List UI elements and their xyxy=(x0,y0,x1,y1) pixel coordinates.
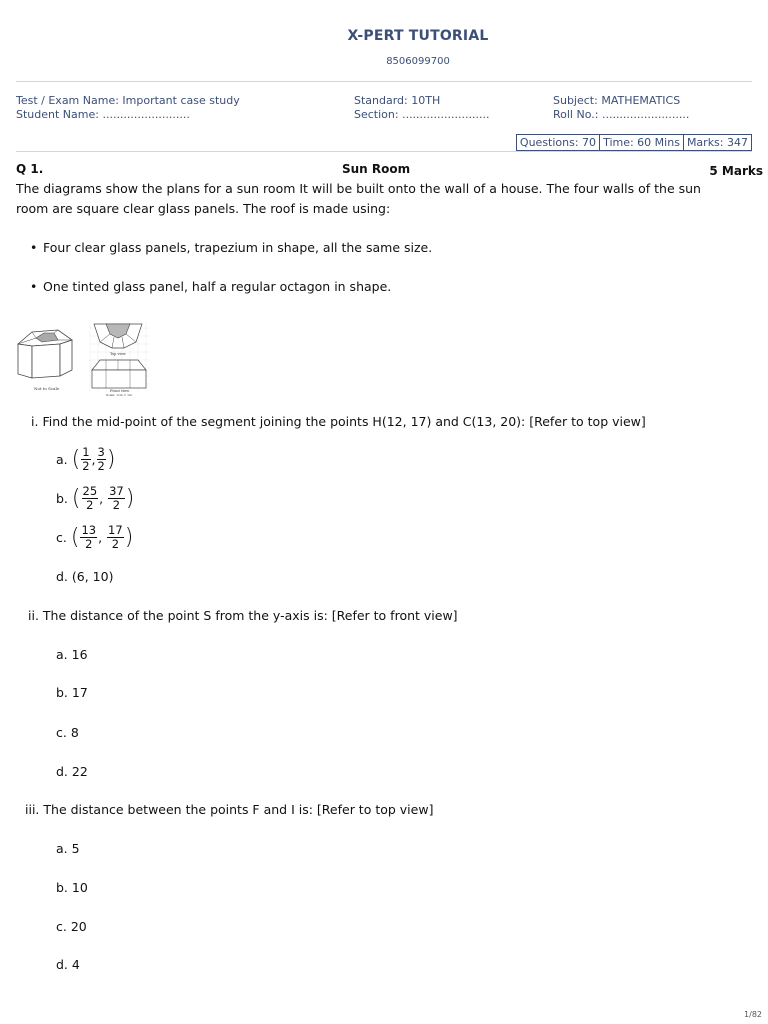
subquestion-2 xyxy=(28,608,458,623)
sun-room-3d-diagram xyxy=(14,316,80,396)
option-b[interactable]: b. 17 xyxy=(56,685,88,700)
header-divider xyxy=(16,81,752,82)
option-d[interactable]: d. 22 xyxy=(56,764,88,779)
front-view-label: Front view xyxy=(110,389,130,393)
option-b[interactable]: b. 10 xyxy=(56,880,88,895)
subquestion-label: i. xyxy=(31,414,39,429)
questions-count: Questions: 70 xyxy=(516,134,600,151)
roll-no: Roll No.: ......................... xyxy=(553,108,690,121)
option-label: a. xyxy=(56,452,68,467)
test-name: Test / Exam Name: Important case study xyxy=(16,94,240,107)
total-marks: Marks: 347 xyxy=(684,134,752,151)
question-intro: The diagrams show the plans for a sun room It will be built onto the wall of a house. The four walls of the sun room are square clear glass panels. The roof is made using: xyxy=(16,181,701,216)
subquestion-text: The distance between the points F and I is: [Refer to top view] xyxy=(43,802,434,817)
scale-label: Scale: 1cm = 1m xyxy=(106,393,132,397)
student-name: Student Name: ......................... xyxy=(16,108,190,121)
option-text: (6, 10) xyxy=(71,569,114,584)
bullet-dot: • xyxy=(30,240,38,255)
option-label: c. xyxy=(56,530,67,545)
fraction: $\frac{3}{2}$ xyxy=(97,445,105,473)
bullet-item: • Four clear glass panels, trapezium in shape, all the same size. xyxy=(30,240,433,255)
question-number: Q 1. xyxy=(16,162,44,176)
option-c[interactable]: c. 20 xyxy=(56,919,87,934)
not-to-scale-label: Not to Scale xyxy=(34,386,60,391)
option-label: b. xyxy=(56,491,68,506)
time-limit: Time: 60 Mins xyxy=(600,134,684,151)
subquestion-3 xyxy=(25,802,433,817)
exam-stats xyxy=(516,134,752,151)
question-marks: 5 Marks xyxy=(709,164,763,178)
option-d[interactable]: d. 4 xyxy=(56,957,80,972)
option-c[interactable]: c. 8 xyxy=(56,725,79,740)
subquestion-1 xyxy=(31,414,646,429)
fraction: $\frac{1}{2}$ xyxy=(82,445,90,473)
question-title: Sun Room xyxy=(342,162,411,176)
subquestion-label: iii. xyxy=(25,802,40,817)
option-label: d. xyxy=(56,569,68,584)
fraction: $\frac{17}{2}$ xyxy=(108,523,123,551)
bullet-dot: • xyxy=(30,279,38,294)
meta-divider xyxy=(16,151,752,152)
subquestion-label: ii. xyxy=(28,608,39,623)
bullet-item: • One tinted glass panel, half a regular octagon in shape. xyxy=(30,279,392,294)
section: Section: ......................... xyxy=(354,108,490,121)
top-view-label: Top view xyxy=(110,352,126,356)
option-a[interactable]: a. ( $\frac{1}{2}$ , $\frac{3}{2}$ ) xyxy=(56,445,116,473)
option-d[interactable] xyxy=(56,569,113,584)
header-title: X-PERT TUTORIAL xyxy=(347,28,489,44)
fraction: $\frac{25}{2}$ xyxy=(82,484,98,512)
option-b[interactable]: b. ( $\frac{25}{2}$ , $\frac{37}{2}$ ) xyxy=(56,484,135,512)
header-phone: 8506099700 xyxy=(386,56,450,67)
option-a[interactable]: a. 16 xyxy=(56,647,88,662)
subquestion-text: The distance of the point S from the y-axis is: [Refer to front view] xyxy=(42,608,458,623)
subject: Subject: MATHEMATICS xyxy=(553,94,681,107)
fraction: $\frac{13}{2}$ xyxy=(81,523,97,551)
sun-room-plan-diagram xyxy=(86,318,154,398)
standard: Standard: 10TH xyxy=(354,94,441,107)
option-a[interactable]: a. 5 xyxy=(56,841,80,856)
option-c[interactable]: c. ( $\frac{13}{2}$ , $\frac{17}{2}$ ) xyxy=(56,523,134,551)
fraction: $\frac{37}{2}$ xyxy=(109,484,124,512)
page-number: 1/82 xyxy=(744,1010,762,1019)
subquestion-text: Find the mid-point of the segment joining the points H(12, 17) and C(13, 20): [Refer to top view] xyxy=(42,414,646,429)
